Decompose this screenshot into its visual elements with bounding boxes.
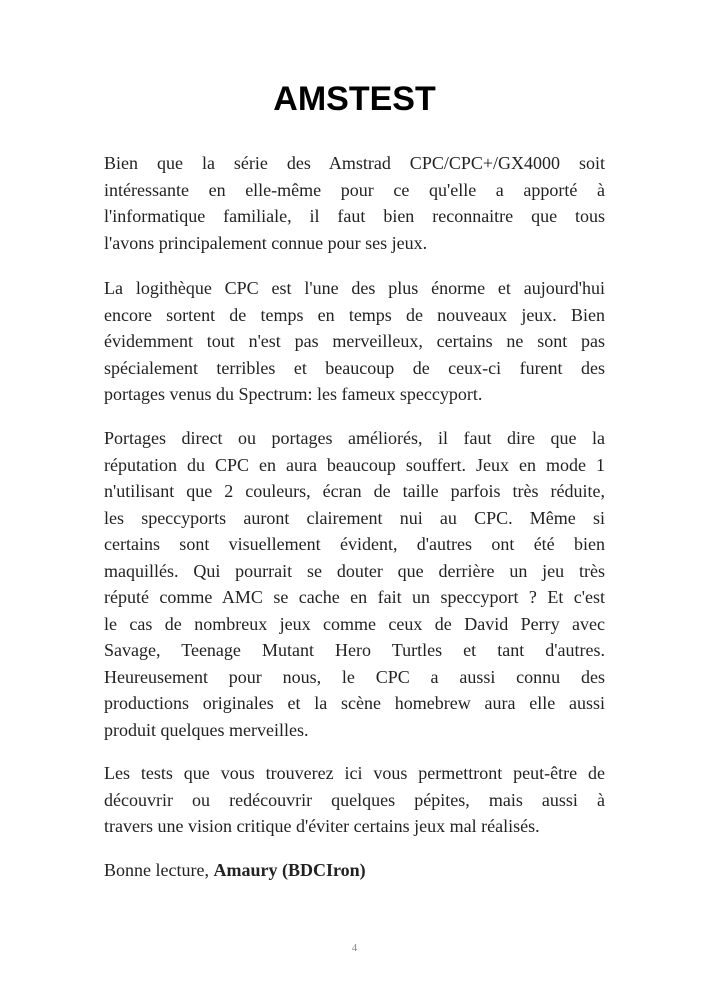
text-line: n'utilisant que 2 couleurs, écran de taille parfois très réduite, [104, 481, 605, 501]
text-line: certains sont visuellement évident, d'autres ont été bien [104, 534, 605, 554]
text-line: maquillés. Qui pourrait se douter que derrière un jeu très [104, 560, 605, 581]
text-line: Portages direct ou portages améliorés, il faut dire que la [104, 428, 605, 448]
text-line: le cas de nombreux jeux comme ceux de David Perry avec [104, 613, 605, 634]
page-title: AMSTEST [273, 80, 436, 118]
text-line: spécialement terribles et beaucoup de ceux-ci furent des [104, 357, 605, 378]
text-line: La logithèque CPC est l'une des plus énorme et aujourd'hui [104, 278, 605, 298]
text-line: les speccyports auront clairement nui au CPC. Même si [104, 507, 605, 528]
text-line: évidemment tout n'est pas merveilleux, certains ne sont pas [104, 331, 605, 351]
text-line: encore sortent de temps en temps de nouveaux jeux. Bien [104, 304, 605, 325]
paragraph-tests [104, 760, 605, 840]
closing-text: Bonne lecture, [104, 860, 214, 880]
text-line: Bien que la série des Amstrad CPC/CPC+/GX4000 soit [104, 153, 605, 173]
text-line: l'informatique familiale, il faut bien reconnaitre que tous [104, 206, 605, 226]
paragraph-logitheque [104, 275, 605, 408]
text-line: travers une vision critique d'éviter certains jeux mal réalisés. [104, 816, 540, 836]
text-line: Savage, Teenage Mutant Hero Turtles et tant d'autres. [104, 640, 605, 660]
author-name: Amaury (BDCIron) [213, 860, 366, 880]
paragraph-intro [104, 150, 605, 256]
paragraph-portages [104, 425, 605, 743]
page-number: 4 [351, 942, 358, 954]
text-line: réputation du CPC en aura beaucoup souffert. Jeux en mode 1 [104, 454, 605, 475]
text-line: découvrir ou redécouvrir quelques pépites, mais aussi à [104, 789, 605, 810]
text-line: productions originales et la scène homebrew aura elle aussi [104, 693, 605, 713]
text-line: Les tests que vous trouverez ici vous permettront peut-être de [104, 763, 605, 783]
text-line: réputé comme AMC se cache en fait un speccyport ? Et c'est [104, 587, 605, 607]
text-line: portages venus du Spectrum: les fameux speccyport. [104, 384, 483, 404]
text-line: produit quelques merveilles. [104, 719, 309, 740]
text-line: intéressante en elle-même pour ce qu'elle a apporté à [104, 179, 605, 200]
closing-signature [104, 857, 366, 884]
text-line: Heureusement pour nous, le CPC a aussi connu des [104, 666, 605, 687]
text-line: l'avons principalement connue pour ses jeux. [104, 232, 428, 253]
